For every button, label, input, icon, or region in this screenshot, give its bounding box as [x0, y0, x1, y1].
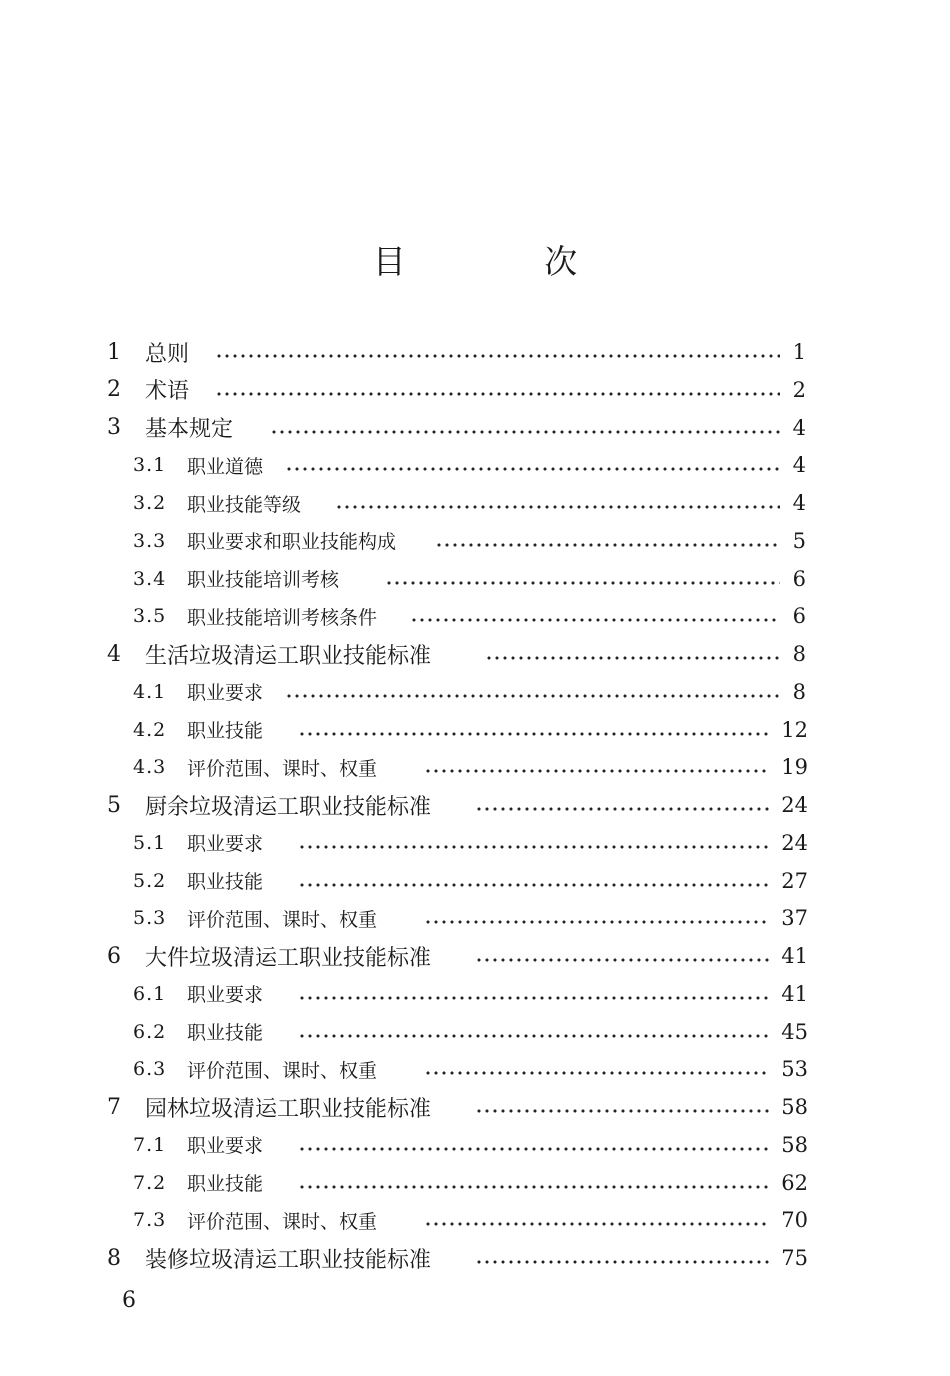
toc-entry-title: 术语 [145, 379, 190, 405]
toc-entry[interactable] [0, 522, 950, 560]
toc-entry-page: 41 [781, 944, 808, 968]
toc-entry[interactable] [0, 635, 950, 673]
toc-entry-title: 大件垃圾清运工职业技能标准 [145, 945, 432, 971]
toc-entry[interactable] [0, 786, 950, 824]
toc-entry-number: 3.1 [133, 454, 167, 477]
toc-entry-title: 职业技能培训考核 [187, 569, 340, 591]
toc-entry-page: 37 [781, 906, 808, 931]
toc-entry-page: 58 [781, 1095, 808, 1119]
toc-entry-number: 8 [107, 1245, 121, 1271]
toc-entry[interactable] [0, 824, 950, 862]
toc-entry[interactable] [0, 409, 950, 447]
toc-entry-number: 3 [107, 415, 121, 440]
toc-entry[interactable] [0, 446, 950, 484]
toc-entry-page: 53 [781, 1057, 808, 1082]
toc-entry-title: 装修垃圾清运工职业技能标准 [145, 1247, 432, 1273]
toc-entry[interactable] [0, 673, 950, 711]
toc-entry-title: 评价范围、课时、权重 [187, 1210, 378, 1233]
toc-entry-page: 70 [781, 1208, 808, 1233]
toc-entry-page: 75 [781, 1246, 808, 1270]
toc-entry[interactable] [0, 560, 950, 598]
toc-entry-page: 2 [792, 377, 806, 402]
toc-entry-title: 职业技能 [187, 1022, 264, 1044]
toc-entry-number: 3.3 [133, 529, 167, 552]
dot-leader [385, 581, 780, 585]
toc-entry-page: 6 [792, 604, 806, 629]
toc-entry-number: 5.3 [133, 907, 167, 930]
toc-title: 目 次 [372, 242, 642, 281]
toc-entry-number: 5.1 [133, 831, 167, 854]
toc-entry-title: 职业技能等级 [187, 493, 302, 516]
toc-entry-page: 45 [781, 1019, 808, 1044]
toc-entry[interactable] [0, 1126, 950, 1164]
toc-entry-number: 5 [107, 792, 121, 818]
toc-entry[interactable] [0, 748, 950, 786]
toc-entry-title: 园林垃圾清运工职业技能标准 [145, 1096, 432, 1122]
dot-leader [435, 543, 780, 547]
dot-leader [410, 618, 780, 622]
toc-entry-title: 职业道德 [187, 455, 264, 478]
toc-entry[interactable] [0, 1013, 950, 1051]
toc-entry-number: 3.5 [133, 605, 167, 628]
dot-leader [215, 354, 780, 358]
toc-entry-page: 4 [792, 415, 806, 440]
toc-entry[interactable] [0, 975, 950, 1013]
toc-entry[interactable] [0, 1201, 950, 1239]
toc-entry-page: 27 [781, 868, 808, 893]
toc-entry-title: 评价范围、课时、权重 [187, 908, 378, 931]
dot-leader [298, 732, 770, 736]
toc-entry-page: 4 [792, 491, 806, 515]
dot-leader [298, 996, 770, 1000]
toc-entry-page: 19 [781, 755, 808, 780]
toc-entry[interactable] [0, 333, 950, 371]
dot-leader [285, 467, 780, 471]
toc-entry-page: 4 [792, 453, 806, 478]
toc-entry[interactable] [0, 862, 950, 900]
toc-entry-page: 58 [781, 1132, 808, 1157]
toc-entry-number: 4.3 [133, 756, 167, 779]
dot-leader [270, 430, 780, 434]
toc-entry-title: 职业技能培训考核条件 [187, 606, 378, 629]
toc-entry-title: 评价范围、课时、权重 [187, 757, 378, 780]
toc-entry-page: 24 [781, 830, 808, 855]
dot-leader [298, 1185, 770, 1189]
dot-leader [298, 883, 770, 887]
dot-leader [298, 1147, 770, 1151]
toc-entry-number: 1 [107, 339, 121, 365]
toc-entry-number: 4.2 [133, 718, 167, 741]
toc-entry[interactable] [0, 1239, 950, 1277]
toc-entry-number: 2 [107, 377, 121, 403]
toc-entry[interactable] [0, 597, 950, 635]
toc-entry-number: 3.4 [133, 567, 167, 590]
toc-entry-number: 7.2 [133, 1171, 167, 1194]
dot-leader [475, 958, 770, 962]
dot-leader [485, 656, 780, 660]
toc-entry-page: 62 [781, 1170, 808, 1195]
toc-entry-number: 7.1 [133, 1133, 167, 1156]
toc-entry-page: 6 [792, 566, 806, 591]
page-number: 6 [122, 1288, 136, 1313]
toc-entry-title: 职业要求 [187, 833, 264, 856]
toc-entry[interactable] [0, 937, 950, 975]
toc-entry[interactable] [0, 1050, 950, 1088]
toc-entry-number: 4.1 [133, 680, 167, 703]
toc-entry[interactable] [0, 1088, 950, 1126]
toc-entry-title: 总则 [145, 341, 190, 367]
toc-entry-title: 职业技能 [187, 871, 264, 893]
toc-entry-page: 8 [792, 642, 806, 666]
dot-leader [424, 1222, 770, 1226]
toc-entry[interactable] [0, 484, 950, 522]
toc-entry-title: 厨余垃圾清运工职业技能标准 [145, 794, 432, 820]
toc-entry-title: 生活垃圾清运工职业技能标准 [145, 643, 432, 669]
dot-leader [424, 769, 770, 773]
toc-entry-number: 6 [107, 943, 121, 969]
dot-leader [475, 1260, 770, 1264]
toc-entry[interactable] [0, 1164, 950, 1202]
dot-leader [424, 1071, 770, 1075]
dot-leader [475, 807, 770, 811]
toc-entry-title: 评价范围、课时、权重 [187, 1059, 378, 1082]
dot-leader [298, 1034, 770, 1038]
toc-entry-title: 职业要求 [187, 1135, 264, 1158]
dot-leader [424, 920, 770, 924]
toc-entry-title: 职业要求 [187, 984, 264, 1007]
dot-leader [335, 505, 780, 509]
toc-entry-number: 4 [107, 641, 121, 667]
toc-entry-number: 6.3 [133, 1058, 167, 1081]
toc-entry[interactable] [0, 899, 950, 937]
toc-entry-number: 5.2 [133, 869, 167, 892]
toc-entry-page: 1 [792, 340, 806, 364]
toc-entry-page: 12 [781, 717, 808, 742]
dot-leader [298, 845, 770, 849]
toc-entry-page: 24 [781, 793, 808, 817]
dot-leader [285, 694, 780, 698]
dot-leader [475, 1109, 770, 1113]
toc-entry-title: 职业要求和职业技能构成 [187, 531, 397, 554]
toc-entry-title: 基本规定 [145, 417, 234, 442]
toc-entry-number: 6.2 [133, 1020, 167, 1043]
toc-entry[interactable] [0, 371, 950, 409]
toc-entry-number: 6.1 [133, 982, 167, 1005]
dot-leader [215, 392, 780, 396]
toc-entry-title: 职业技能 [187, 1173, 264, 1195]
toc-entry-page: 5 [792, 528, 806, 553]
toc-entry-number: 7.3 [133, 1209, 167, 1232]
toc-entry-title: 职业技能 [187, 720, 264, 742]
toc-entry[interactable] [0, 711, 950, 749]
toc-entry-page: 8 [792, 679, 806, 704]
toc-entry-page: 41 [781, 981, 808, 1006]
toc-entry-number: 7 [107, 1094, 121, 1120]
toc-entry-number: 3.2 [133, 492, 167, 514]
toc-entry-title: 职业要求 [187, 682, 264, 705]
